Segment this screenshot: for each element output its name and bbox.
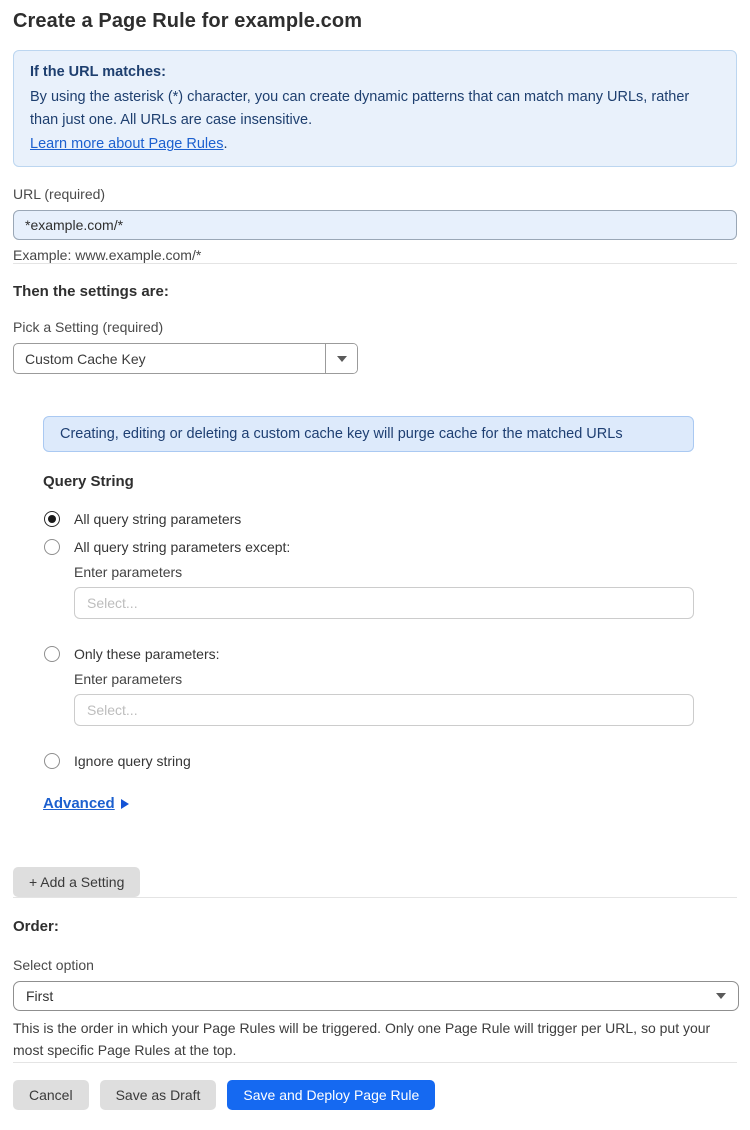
radio-option-ignore-query-string[interactable] [44,753,737,769]
radio-option-all-params[interactable] [44,511,737,527]
radio-label: Ignore query string [74,753,191,770]
footer-divider [13,1062,737,1063]
link-period: . [223,136,228,153]
cache-key-notice: Creating, editing or deleting a custom cache key will purge cache for the matched URLs [43,416,694,452]
order-select[interactable] [13,981,739,1011]
settings-heading: Then the settings are: [13,283,169,301]
add-setting-button[interactable]: + Add a Setting [13,867,140,897]
radio-option-all-except[interactable] [44,539,737,555]
order-heading: Order: [13,918,59,936]
learn-more-link[interactable]: Learn more about Page Rules [30,136,224,153]
advanced-row [43,795,737,812]
chevron-down-icon [716,993,726,999]
enter-parameters-label: Enter parameters [74,564,183,581]
page-title: Create a Page Rule for example.com [13,10,363,32]
advanced-link[interactable]: Advanced [43,795,115,813]
radio-label: Only these parameters: [74,646,220,663]
select-option-label: Select option [13,957,94,974]
section-divider [13,263,737,264]
setting-dropdown-arrow-button[interactable] [325,344,357,373]
query-string-heading: Query String [43,473,134,491]
chevron-down-icon [337,356,347,362]
url-input[interactable] [13,210,737,240]
order-description: This is the order in which your Page Rules will be triggered. Only one Page Rule will trigger per URL, so put your most specific Page Rules at the top. [13,1020,711,1059]
info-box-body: By using the asterisk (*) character, you can create dynamic patterns that can match many URLs, rather than just one. All URLs are case insensitive. [30,89,690,129]
setting-dropdown-value: Custom Cache Key [25,350,146,367]
save-and-deploy-button[interactable]: Save and Deploy Page Rule [227,1080,435,1110]
url-label: URL (required) [13,186,106,203]
cancel-button[interactable]: Cancel [13,1080,89,1110]
url-match-info-box [13,50,737,167]
enter-parameters-label: Enter parameters [74,671,183,688]
info-box-heading: If the URL matches: [30,64,166,80]
radio-button-icon[interactable] [44,753,60,769]
only-params-block [74,671,737,726]
arrow-right-icon [121,799,129,809]
except-params-block [74,564,737,619]
footer-actions [13,1080,737,1110]
save-as-draft-button[interactable]: Save as Draft [100,1080,217,1110]
radio-button-icon[interactable] [44,539,60,555]
radio-label: All query string parameters [74,511,242,528]
only-parameters-input[interactable] [74,694,694,726]
info-link-line [30,136,720,152]
url-example-text: Example: www.example.com/* [13,247,202,264]
radio-label: All query string parameters except: [74,539,291,556]
radio-button-icon[interactable] [44,511,60,527]
radio-option-only-these[interactable] [44,646,737,662]
setting-dropdown[interactable] [13,343,358,374]
section-divider [13,897,737,898]
except-parameters-input[interactable] [74,587,694,619]
radio-button-icon[interactable] [44,646,60,662]
order-select-value: First [26,988,54,1005]
pick-setting-label: Pick a Setting (required) [13,319,164,336]
